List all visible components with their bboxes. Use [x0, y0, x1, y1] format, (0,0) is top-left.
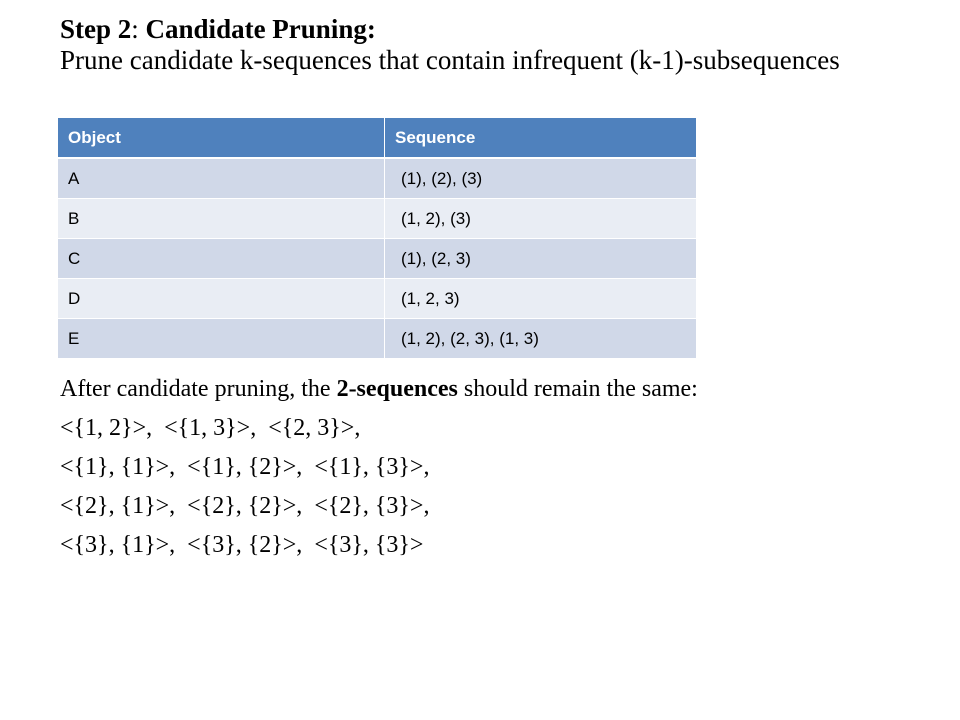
sequence-cell: (1, 2, 3) [385, 279, 697, 319]
step-title-line [60, 14, 940, 45]
sequence-item: <{2}, {2}>, [187, 493, 303, 519]
table-row [58, 199, 696, 239]
sequence-line [60, 487, 940, 526]
step-title: Candidate Pruning: [145, 14, 376, 44]
result-intro-emphasis: 2-sequences [336, 376, 458, 402]
sequence-item: <{1, 2}>, [60, 415, 153, 441]
table-row [58, 158, 696, 199]
step-separator: : [131, 14, 139, 44]
object-cell: E [58, 319, 385, 359]
table-row [58, 319, 696, 359]
table-header-row [58, 118, 696, 158]
sequence-item: <{3}, {3}> [314, 532, 424, 558]
sequence-table [58, 118, 696, 359]
sequence-line [60, 448, 940, 487]
sequence-cell: (1, 2), (2, 3), (1, 3) [385, 319, 697, 359]
sequence-item: <{2, 3}>, [268, 415, 361, 441]
sequence-item: <{1}, {1}>, [60, 454, 176, 480]
object-cell: C [58, 239, 385, 279]
column-header-object: Object [58, 118, 385, 158]
step-label: Step 2 [60, 14, 132, 44]
sequence-cell: (1, 2), (3) [385, 199, 697, 239]
sequence-item: <{1}, {3}>, [314, 454, 430, 480]
table-row [58, 239, 696, 279]
slide-heading [60, 14, 940, 76]
sequence-cell: (1), (2), (3) [385, 158, 697, 199]
sequence-item: <{1}, {2}>, [187, 454, 303, 480]
sequence-item: <{2}, {1}>, [60, 493, 176, 519]
column-header-sequence: Sequence [385, 118, 697, 158]
table-row [58, 279, 696, 319]
sequence-item: <{3}, {2}>, [187, 532, 303, 558]
sequence-item: <{3}, {1}>, [60, 532, 176, 558]
result-block [60, 370, 940, 565]
sequence-item: <{2}, {3}>, [314, 493, 430, 519]
object-cell: B [58, 199, 385, 239]
sequence-item: <{1, 3}>, [164, 415, 257, 441]
sequence-line [60, 526, 940, 565]
result-intro [60, 370, 940, 409]
object-cell: A [58, 158, 385, 199]
step-description: Prune candidate k-sequences that contain infrequent (k-1)-subsequences [60, 45, 840, 75]
result-intro-text: After candidate pruning, the [60, 376, 337, 402]
result-intro-tail: should remain the same: [457, 376, 698, 402]
sequence-cell: (1), (2, 3) [385, 239, 697, 279]
sequence-line [60, 409, 940, 448]
object-cell: D [58, 279, 385, 319]
